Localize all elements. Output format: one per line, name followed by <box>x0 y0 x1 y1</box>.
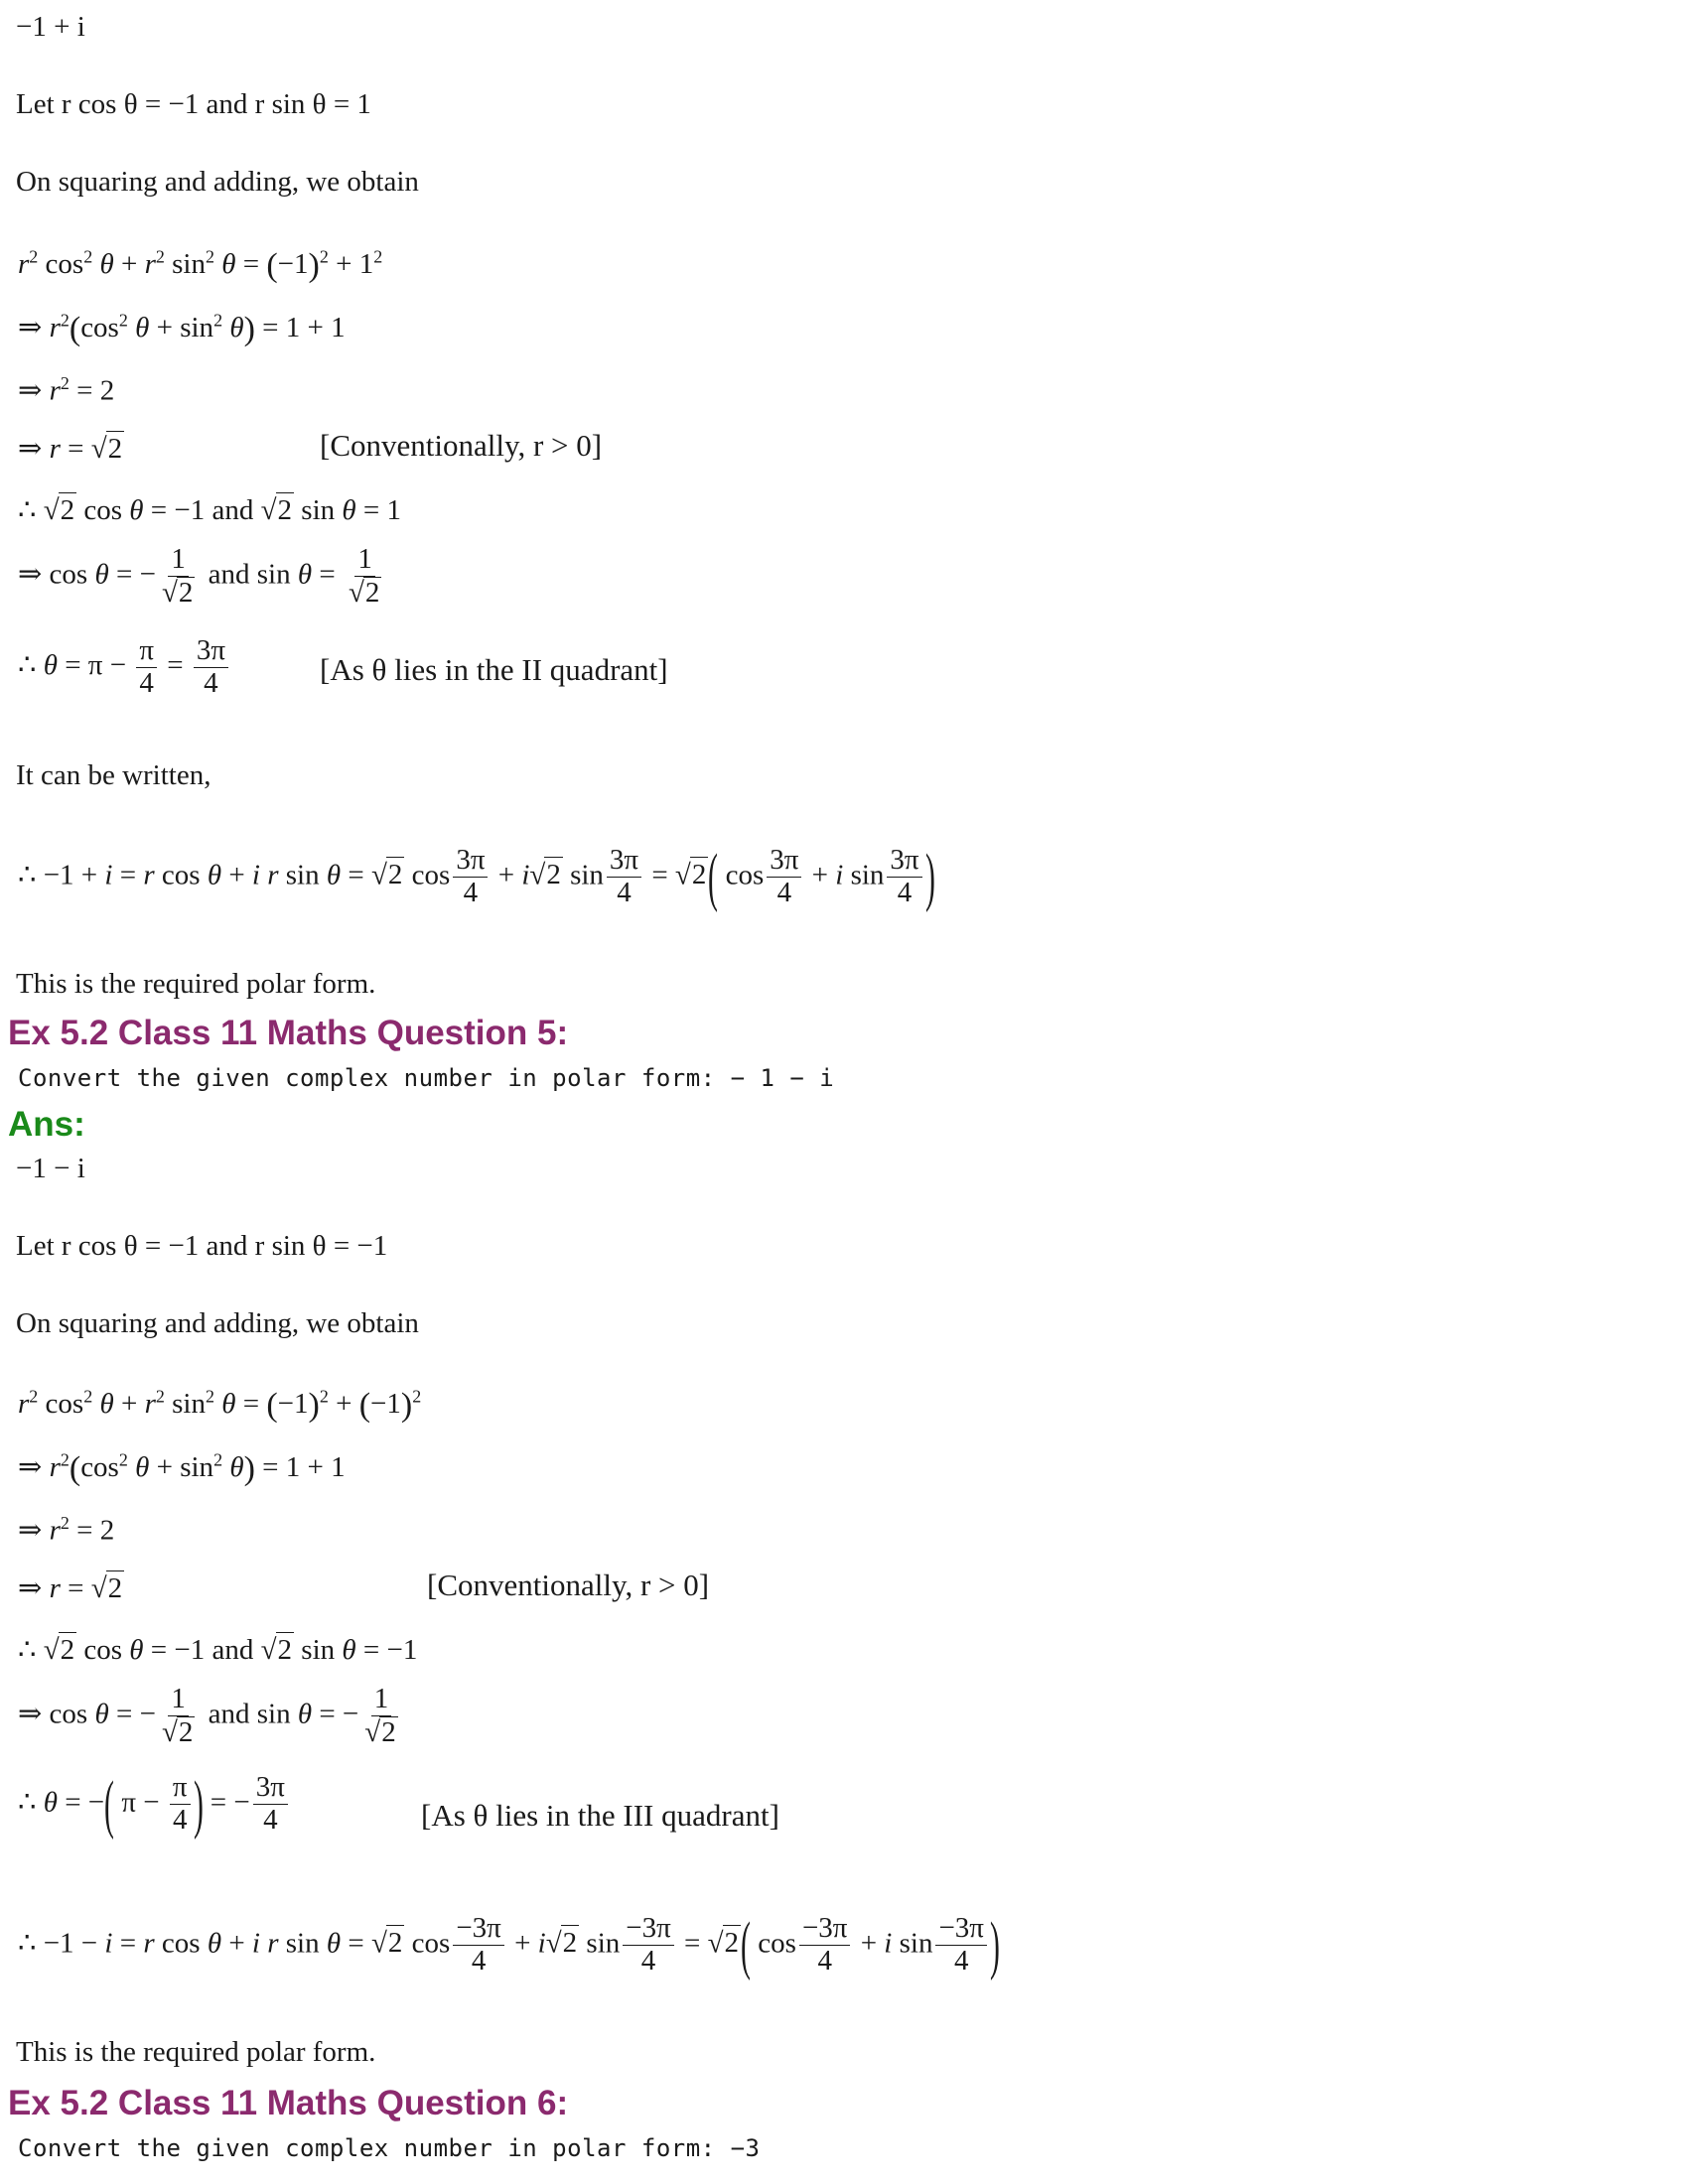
equation-line: ⇒ $r^2(\cos^2$ $\theta + \sin^2 \theta) = 1 + 1$ <box>18 1449 346 1487</box>
required-form-statement: This is the required polar form. <box>16 968 376 1000</box>
convention-note: [Conventionally, r > 0] <box>320 428 603 463</box>
squaring-statement: On squaring and adding, we obtain <box>16 166 419 198</box>
question-5-heading: Ex 5.2 Class 11 Maths Question 5: <box>8 1014 569 1052</box>
equation-line: ⇒ $r^2 = 2$ <box>18 1513 115 1547</box>
equation-line: ⇒ cos θ = − $\frac{1}{√2}$ and sin θ = $\frac{1}{√2}$ <box>18 543 380 609</box>
convention-note: [Conventionally, r > 0] <box>427 1568 710 1602</box>
let-statement: Let r cos θ = −1 and r sin θ = −1 <box>16 1230 388 1262</box>
equation-line: ⇒ $r^2(\cos^2$ $\theta + \sin^2 \theta) = 1 + 1$ <box>18 310 346 347</box>
required-form-statement: This is the required polar form. <box>16 2036 376 2068</box>
equation-line: ⇒ $r^2 = 2$ <box>18 373 115 407</box>
equation-line: ⇒ cos θ = − $\frac{1}{√2}$ and sin θ = − $\frac{1}{√2}$ <box>18 1683 396 1748</box>
question-6-heading: Ex 5.2 Class 11 Maths Question 6: <box>8 2084 569 2122</box>
quadrant-note: [As θ lies in the II quadrant] <box>320 652 668 687</box>
equation-line: $r^2$ $\cos^2 \theta + r^2$ $\sin^2 \theta = (-1)^2 + 1^2$ <box>18 246 383 284</box>
quadrant-note: [As θ lies in the III quadrant] <box>421 1798 779 1833</box>
equation-line: $r^2$ $\cos^2 \theta + r^2$ $\sin^2 \theta = (-1)^2 + (-1)^2$ <box>18 1386 422 1424</box>
equation-line: ∴ θ = −( π − $\frac{\pi}{4}$ ) = − $\frac{3\pi}{4}$ <box>18 1765 291 1843</box>
written-statement: It can be written, <box>16 759 211 791</box>
expression-minus1-minus-i: −1 − i <box>16 1153 85 1184</box>
equation-line: ∴ √2 cos θ = −1 and √2 sin θ = 1 <box>18 494 401 526</box>
question-6-text: Convert the given complex number in polar form: −3 <box>18 2134 761 2162</box>
squaring-statement: On squaring and adding, we obtain <box>16 1307 419 1339</box>
equation-line: ⇒ r = √2 <box>18 433 123 465</box>
polar-form-equation: ∴ −1 − i = r cos θ + i r sin θ = √2 cos $\frac{-3\pi}{4}$ + i√2 sin $\frac{-3\pi}{4}$ = √2( cos $\frac{-3\pi}{4}$ + i sin $\frac{-3\pi}{4}$ ) <box>18 1909 1000 1981</box>
polar-form-equation: ∴ −1 + i = r cos θ + i r sin θ = √2 cos $\frac{3\pi}{4}$ + i√2 sin $\frac{3\pi}{4}$ = √2( cos $\frac{3\pi}{4}$ + i sin $\frac{3\pi}{4}$ ) <box>18 841 935 913</box>
question-5-text: Convert the given complex number in polar form: − 1 − i <box>18 1064 835 1092</box>
equation-line: ∴ √2 cos θ = −1 and √2 sin θ = −1 <box>18 1634 418 1666</box>
expression-minus1-plus-i: −1 + i <box>16 11 85 43</box>
let-statement: Let r cos θ = −1 and r sin θ = 1 <box>16 88 371 120</box>
equation-line: ⇒ r = √2 <box>18 1572 123 1604</box>
equation-line: ∴ θ = π − $\frac{\pi}{4}$ = $\frac{3\pi}{4}$ <box>18 635 231 700</box>
answer-label: Ans: <box>8 1105 85 1144</box>
